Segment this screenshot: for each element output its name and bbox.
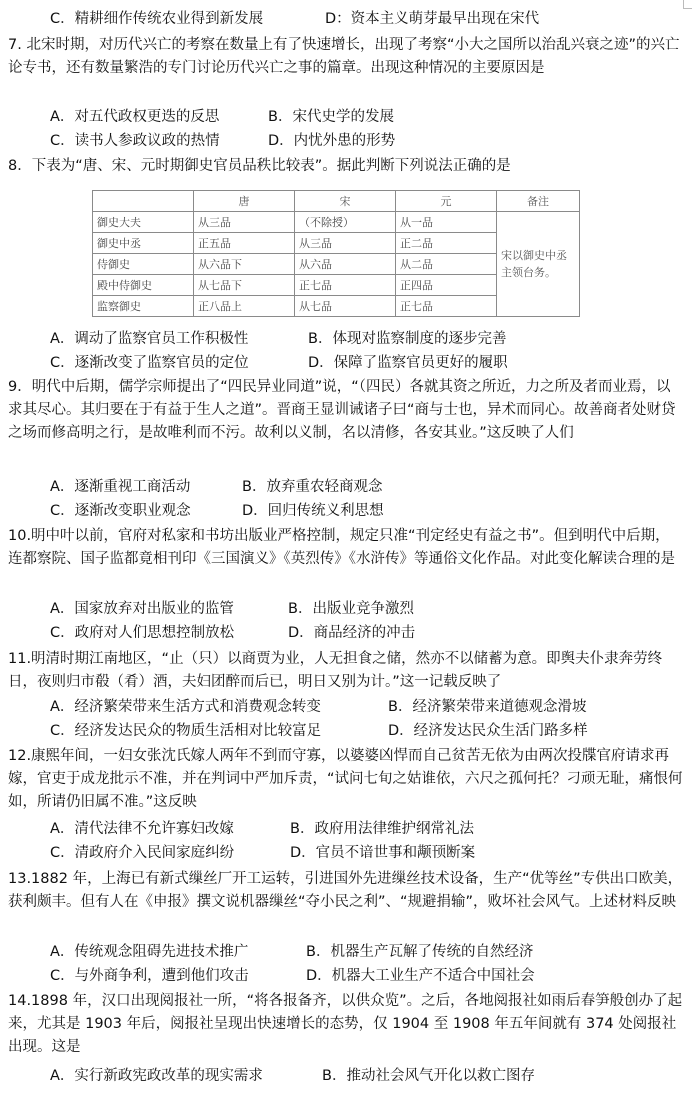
table-header-cell: 宋	[295, 191, 396, 212]
q14-option-a: A．实行新政宪政改革的现实需求	[50, 1068, 263, 1084]
q10-option-c: C．政府对人们思想控制放松	[50, 625, 235, 641]
q12-options-row-1	[50, 818, 690, 841]
table-cell: 御史中丞	[93, 233, 194, 254]
table-cell: 御史大夫	[93, 212, 194, 233]
q9-options-row-1	[50, 476, 690, 499]
q6-option-d: D：资本主义萌芽最早出现在宋代	[325, 11, 540, 27]
q10-option-d: D．商品经济的冲击	[288, 625, 416, 641]
q11-option-d: D．经济发达民众生活门路多样	[388, 723, 588, 739]
q7-options-row-1	[50, 106, 690, 129]
q12-option-d: D．官员不谙世事和颟顸断案	[290, 845, 476, 861]
q9-option-c: C．逐渐改变职业观念	[50, 503, 191, 519]
table-cell: 正七品	[295, 275, 396, 296]
table-header-row	[93, 191, 580, 212]
table-cell: 正五品	[194, 233, 295, 254]
q6-options-row	[50, 8, 690, 31]
q11-option-b: B．经济繁荣带来道德观念滑坡	[388, 699, 587, 715]
table-cell: 从三品	[194, 212, 295, 233]
q13-options-row-2	[50, 965, 690, 988]
q13-option-c: C．与外商争利，遭到他们攻击	[50, 968, 249, 984]
q8-option-a: A．调动了监察官员工作积极性	[50, 331, 249, 347]
q8-option-b: B．体现对监察制度的逐步完善	[308, 331, 507, 347]
table-cell: 从六品下	[194, 254, 295, 275]
table-cell: 正八品上	[194, 296, 295, 317]
q11-options-row-1	[50, 696, 690, 719]
q8-options-row-2	[50, 352, 690, 375]
q12-stem: 12.康熙年间，一妇女张沈氏嫁人两年不到而守寡，以婆婆凶悍而自己贫苦无依为由两次投牒官府请求再嫁，官吏于成龙批示不准，并在判词中严加斥责，“试问七旬之姑谁依，六尺之孤何托？刁顽无耻，痛恨何如，所请仍旧属不准。”这反映	[8, 748, 683, 810]
q14-stem: 14.1898 年，汉口出现阅报社一所，“将各报备齐，以供众览”。之后，各地阅报社如雨后春笋般创办了起来，尤其是 1903 年后，阅报社呈现出快速增长的态势，仅 1904 至 1908 年五年间就有 374 处阅报社出现。这是	[8, 993, 683, 1055]
q14-option-b: B．推动社会风气开化以救亡图存	[322, 1068, 535, 1084]
q7-option-d: D．内忧外患的形势	[268, 133, 396, 149]
table-cell: 监察御史	[93, 296, 194, 317]
q11-option-c: C．经济发达民众的物质生活相对比较富足	[50, 723, 322, 739]
q9-stem: 9．明代中后期，儒学宗师提出了“四民异业同道”说，“（四民）各就其资之所近，力之所及者而业焉，以求其尽心。其归要在于有益于生人之道”。晋商王显训诫诸子曰“商与士也，异术而同心。故善商者处财贷之场而修高明之行，是故唯利而不污。故利以义制，名以清修，各安其业。”这反映了人们	[8, 379, 676, 441]
table-cell: 从二品	[396, 254, 497, 275]
q7-option-c: C．读书人参政议政的热情	[50, 133, 220, 149]
table-header-cell: 备注	[497, 191, 580, 212]
q12-option-b: B．政府用法律维护纲常礼法	[290, 821, 474, 837]
q8-options-row-1	[50, 328, 690, 351]
table-header-cell: 元	[396, 191, 497, 212]
q13-option-d: D．机器大工业生产不适合中国社会	[306, 968, 535, 984]
table-cell: 从三品	[295, 233, 396, 254]
q7-stem: 7. 北宋时期，对历代兴亡的考察在数量上有了快速增长，出现了考察“小大之国所以治乱兴衰之迹”的兴亡论专书，还有数量繁浩的专门讨论历代兴亡之事的篇章。出现这种情况的主要原因是	[8, 37, 680, 76]
q7-option-b: B．宋代史学的发展	[268, 109, 394, 125]
q7-options-row-2	[50, 130, 690, 153]
table-cell: 从六品	[295, 254, 396, 275]
q8-option-d: D．保障了监察官员更好的履职	[308, 355, 508, 371]
q10-options-row-2	[50, 622, 690, 645]
q10-option-a: A．国家放弃对出版业的监管	[50, 601, 234, 617]
q8-stem: 8．下表为“唐、宋、元时期御史官员品秩比较表”。据此判断下列说法正确的是	[8, 158, 511, 174]
q9-option-a: A．逐渐重视工商活动	[50, 479, 191, 495]
q9-options-row-2	[50, 500, 690, 523]
censor-rank-table	[92, 190, 580, 317]
q12-options-row-2	[50, 842, 690, 865]
table-row	[93, 212, 580, 233]
table-cell: 正二品	[396, 233, 497, 254]
q10-stem: 10.明中叶以前，官府对私家和书坊出版业严格控制，规定只准“刊定经史有益之书”。但到明代中后期，连都察院、国子监都竟相刊印《三国演义》《英烈传》《水浒传》等通俗文化作品。对此变化解读合理的是	[8, 528, 675, 567]
q9-option-d: D．回归传统义利思想	[242, 503, 384, 519]
table-cell: 侍御史	[93, 254, 194, 275]
q11-options-row-2	[50, 720, 690, 743]
table-header-cell: 唐	[194, 191, 295, 212]
q13-option-a: A．传统观念阻碍先进技术推广	[50, 944, 249, 960]
table-header-cell	[93, 191, 194, 212]
q7-option-a: A．对五代政权更迭的反思	[50, 109, 220, 125]
q10-option-b: B．出版业竞争激烈	[288, 601, 414, 617]
table-cell: 正四品	[396, 275, 497, 296]
q13-stem: 13.1882 年，上海已有新式缫丝厂开工运转，引进国外先进缫丝技术设备，生产“优等丝”专供出口欧美，获利颇丰。但有人在《申报》撰文说机器缫丝“夺小民之利”、“规避捐输”，败坏社会风气。上述材料反映	[8, 871, 683, 910]
q13-options-row-1	[50, 941, 690, 964]
table-cell: 从一品	[396, 212, 497, 233]
q12-option-a: A．清代法律不允许寡妇改嫁	[50, 821, 234, 837]
q13-option-b: B．机器生产瓦解了传统的自然经济	[306, 944, 534, 960]
q12-option-c: C．清政府介入民间家庭纠纷	[50, 845, 235, 861]
q8-option-c: C．逐渐改变了监察官员的定位	[50, 355, 249, 371]
q9-option-b: B．放弃重农轻商观念	[242, 479, 383, 495]
table-note-cell: 宋以御史中丞主领台务。	[497, 212, 580, 317]
q10-options-row-1	[50, 598, 690, 621]
table-cell: （不除授）	[295, 212, 396, 233]
q11-option-a: A．经济繁荣带来生活方式和消费观念转变	[50, 699, 321, 715]
table-cell: 正七品	[396, 296, 497, 317]
table-cell: 殿中侍御史	[93, 275, 194, 296]
q6-option-c: C．精耕细作传统农业得到新发展	[50, 11, 264, 27]
table-cell: 从七品	[295, 296, 396, 317]
q11-stem: 11.明清时期江南地区，“止（只）以商贾为业，人无担食之储，然亦不以储蓄为意。即舆夫仆隶奔劳终日，夜则归市殽（肴）酒，夫妇团醉而后已，明日又别为计。”这一记载反映了	[8, 651, 663, 690]
q14-options-row-1	[50, 1065, 690, 1088]
table-cell: 从七品下	[194, 275, 295, 296]
